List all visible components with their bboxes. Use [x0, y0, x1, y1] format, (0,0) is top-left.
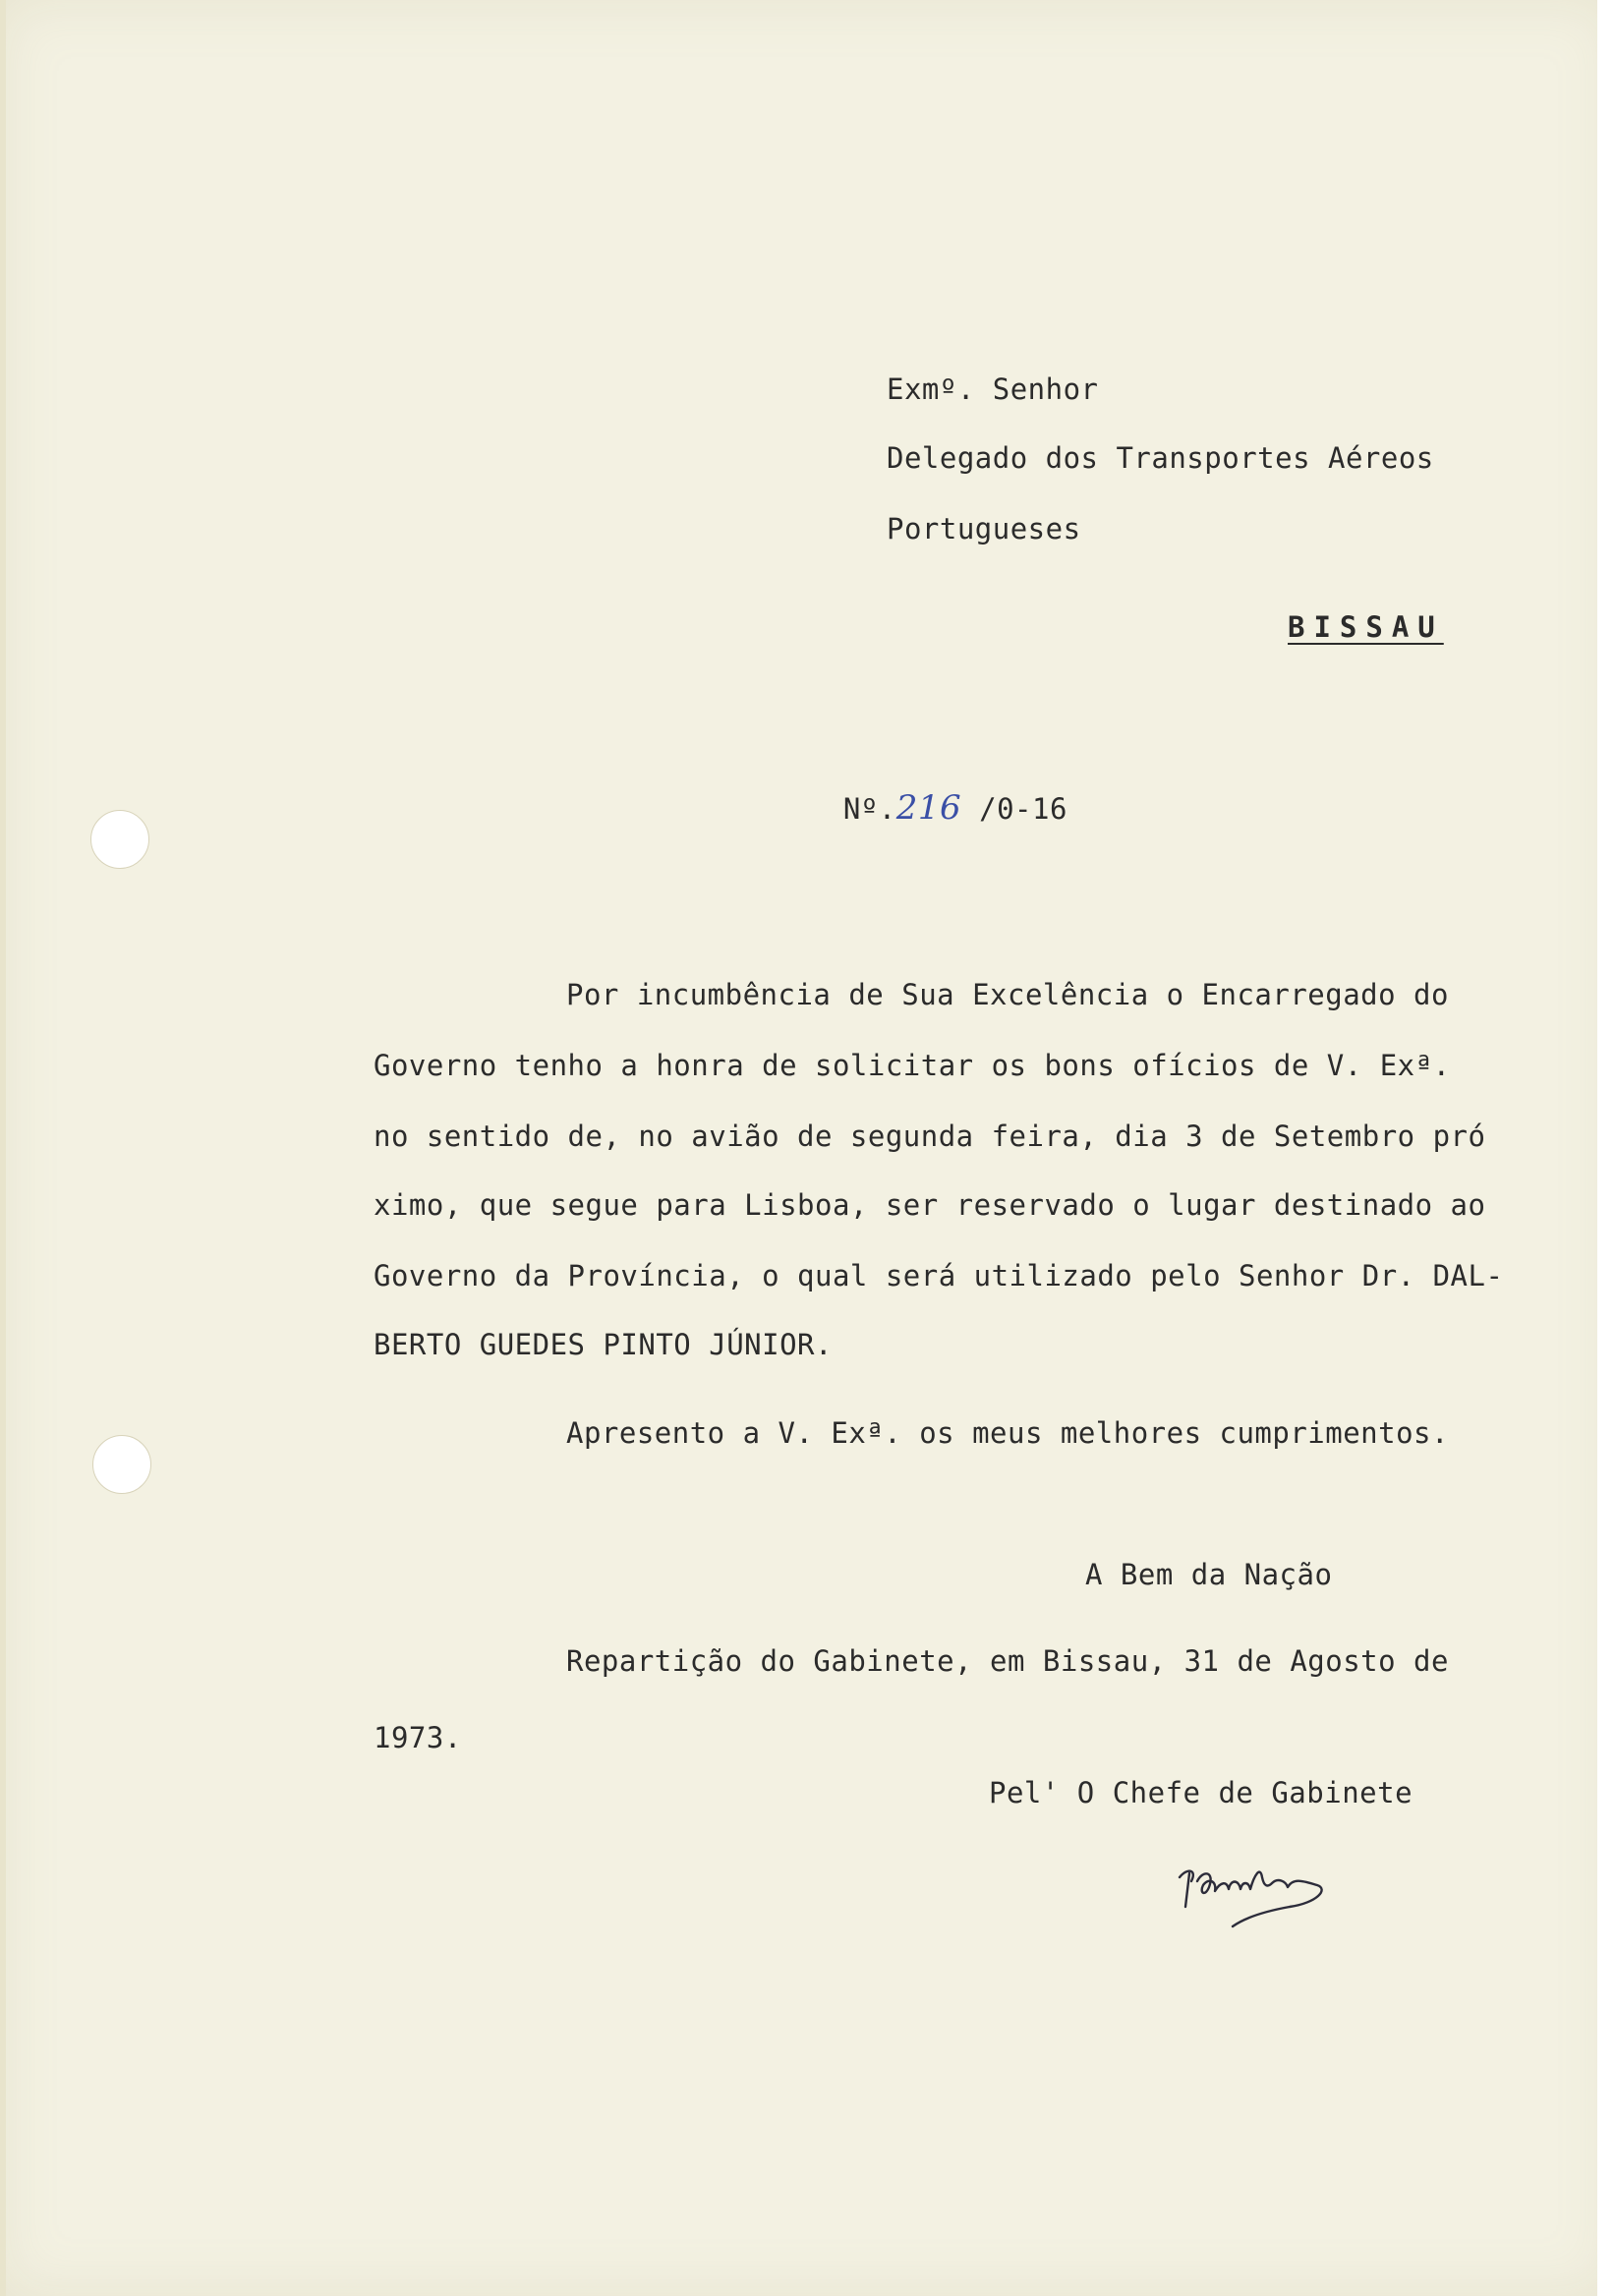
body-line-5: Governo da Província, o qual será utilizado pelo Senhor Dr. DAL- [374, 1259, 1504, 1292]
body-line-4: ximo, que segue para Lisboa, ser reservado o lugar destinado ao [374, 1188, 1486, 1222]
addressee-line-2: Delegado dos Transportes Aéreos [887, 441, 1434, 475]
paper-right-edge [1597, 0, 1615, 2296]
reference-suffix: /0-16 [979, 792, 1067, 826]
reference-prefix: Nº. [842, 792, 896, 826]
signatory-title: Pel' O Chefe de Gabinete [989, 1776, 1413, 1809]
body-line-1: Por incumbência de Sua Excelência o Encarregado do [566, 978, 1449, 1011]
reference-number [773, 755, 1067, 862]
body-line-3: no sentido de, no avião de segunda feira, dia 3 de Setembro pró [374, 1119, 1486, 1153]
punch-hole-top [90, 810, 149, 869]
reference-handwritten-number: 216 [895, 788, 962, 828]
body-line-6: BERTO GUEDES PINTO JÚNIOR. [374, 1328, 833, 1361]
body-closing-sentence: Apresento a V. Exª. os meus melhores cumprimentos. [566, 1416, 1449, 1450]
handwritten-signature [1170, 1848, 1366, 1936]
addressee-line-3: Portugueses [887, 512, 1081, 545]
body-line-2: Governo tenho a honra de solicitar os bons ofícios de V. Exª. [374, 1049, 1451, 1082]
place-date-line-1: Repartição do Gabinete, em Bissau, 31 de Agosto de [566, 1644, 1449, 1678]
punch-hole-bottom [92, 1435, 151, 1494]
motto: A Bem da Nação [1085, 1558, 1333, 1591]
paper-left-edge [0, 0, 6, 2296]
addressee-city: BISSAU [1288, 610, 1444, 644]
addressee-line-1: Exmº. Senhor [887, 373, 1099, 406]
place-date-line-2: 1973. [374, 1721, 462, 1754]
